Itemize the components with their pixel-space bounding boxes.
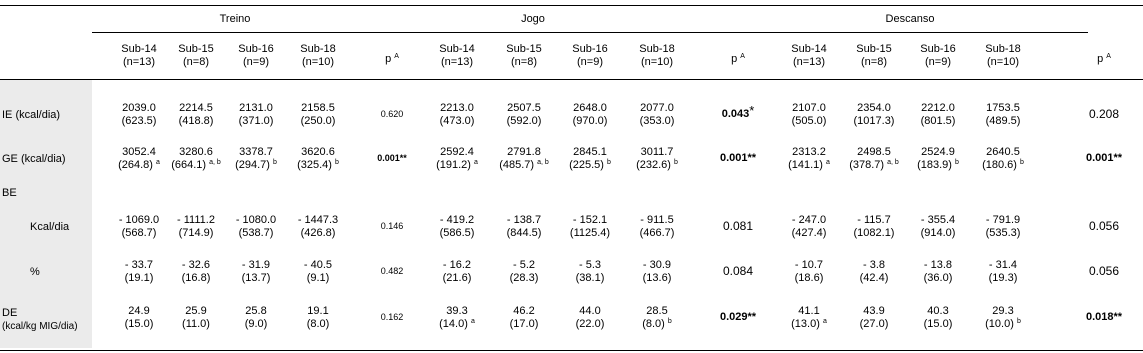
value-cell	[612, 146, 702, 172]
sub-header-name: Sub-16	[920, 43, 956, 55]
header-bottom-rule	[0, 79, 1143, 80]
mean-value: - 31.4	[988, 259, 1018, 271]
sub-header-name: Sub-14	[439, 43, 475, 55]
value-cell	[273, 259, 363, 285]
sd-value: (1017.3)	[853, 115, 895, 127]
mean-value: 40.3	[927, 305, 949, 317]
mean-value: 44.0	[579, 305, 601, 317]
sub-header-name: Sub-18	[639, 43, 675, 55]
mean-value: - 115.7	[857, 214, 891, 226]
group-letter-superscript: a, b	[209, 159, 221, 166]
p-value: 0.056	[1088, 264, 1120, 278]
group-letter-superscript: a	[826, 159, 830, 166]
p-value-cell	[703, 265, 773, 278]
mean-value: - 419.2	[439, 214, 475, 226]
sd-value: (21.6)	[442, 272, 472, 284]
row-label: Kcal/dia	[30, 221, 70, 233]
mean-value: - 138.7	[506, 214, 542, 226]
mean-value: - 16.2	[442, 259, 472, 271]
sd-value: (592.0)	[506, 115, 542, 127]
sd-value: (180.6)	[982, 159, 1017, 171]
group-letter-superscript: b	[955, 159, 959, 166]
value-cell	[958, 305, 1048, 331]
sd-value: (38.1)	[575, 272, 605, 284]
group-letter-superscript: b	[1016, 318, 1021, 325]
mean-value: 25.9	[185, 305, 207, 317]
group-header-descanso: Descanso	[885, 13, 935, 25]
row-label: %	[30, 266, 40, 278]
sd-value: (13.7)	[241, 272, 271, 284]
sd-value: (183.9)	[917, 159, 952, 171]
mean-value: 41.1	[798, 305, 820, 317]
sd-value: (13.0)	[791, 318, 820, 330]
value-cell	[958, 259, 1048, 285]
sub-header-count: (n=13)	[440, 56, 474, 68]
sd-value: (19.1)	[124, 272, 154, 284]
mean-value: 2131.0	[239, 102, 273, 114]
sd-value: (664.1)	[171, 159, 207, 171]
group-header-jogo: Jogo	[521, 13, 545, 25]
sd-value: (19.3)	[988, 272, 1018, 284]
mean-value: 46.2	[513, 305, 535, 317]
row-label: DE	[2, 307, 18, 319]
sub-header-sub-18	[278, 43, 358, 69]
mean-value: - 1080.0	[235, 214, 277, 226]
value-cell	[612, 305, 702, 331]
sd-value: (250.0)	[300, 115, 336, 127]
mean-value: - 31.9	[241, 259, 271, 271]
sd-value: (15.0)	[124, 318, 154, 330]
p-value: 0.056	[1088, 219, 1120, 233]
mean-value: 3620.6	[301, 146, 335, 158]
table-top-rule	[0, 5, 1143, 6]
mean-value: - 911.5	[640, 214, 674, 226]
sub-header-count: (n=9)	[243, 56, 269, 68]
mean-value: - 32.6	[181, 259, 211, 271]
p-label: p	[1097, 53, 1104, 65]
mean-value: 2214.5	[179, 102, 213, 114]
mean-value: - 13.8	[923, 259, 953, 271]
mean-value: 3052.4	[122, 146, 156, 158]
sd-value: (18.6)	[794, 272, 824, 284]
mean-value: 2648.0	[573, 102, 607, 114]
sub-header-name: Sub-15	[178, 43, 214, 55]
table-bottom-rule	[0, 350, 1143, 351]
sd-value: (418.8)	[178, 115, 214, 127]
mean-value: 24.9	[128, 305, 150, 317]
mean-value: 39.3	[446, 305, 468, 317]
sd-value: (17.0)	[509, 318, 539, 330]
mean-value: 19.1	[307, 305, 329, 317]
mean-value: 2498.5	[857, 146, 891, 158]
sd-value: (371.0)	[238, 115, 274, 127]
sd-value: (538.7)	[238, 227, 274, 239]
value-cell	[273, 214, 363, 240]
sd-value: (535.3)	[985, 227, 1021, 239]
p-value-cell	[1069, 265, 1139, 278]
mean-value: 2077.0	[640, 102, 674, 114]
mean-value: 28.5	[646, 305, 668, 317]
mean-value: - 152.1	[572, 214, 608, 226]
sub-header-count: (n=10)	[640, 56, 674, 68]
sub-header-count: (n=9)	[577, 56, 603, 68]
sd-value: (15.0)	[923, 318, 953, 330]
p-value-cell	[1069, 152, 1139, 165]
sub-header-count: (n=9)	[925, 56, 951, 68]
value-cell	[612, 102, 702, 128]
sd-value: (191.2)	[436, 159, 471, 171]
sd-value: (914.0)	[920, 227, 956, 239]
group-letter-superscript: b	[667, 318, 672, 325]
p-value-cell	[1069, 220, 1139, 233]
group-letter-superscript: b	[1020, 159, 1024, 166]
p-value: 0.482	[380, 266, 404, 276]
group-letter-superscript: b	[335, 159, 339, 166]
sub-header-count: (n=10)	[986, 56, 1020, 68]
sd-value: (586.5)	[439, 227, 475, 239]
p-value: 0.620	[380, 109, 404, 119]
p-value: 0.018**	[1085, 311, 1123, 323]
group-letter-superscript: a	[822, 318, 827, 325]
group-rule-1	[92, 32, 370, 33]
sd-value: (623.5)	[121, 115, 157, 127]
p-value: 0.084	[722, 264, 754, 278]
mean-value: 1753.5	[986, 102, 1020, 114]
row-sublabel: (kcal/kg MIG/dia)	[2, 321, 78, 332]
value-cell	[273, 102, 363, 128]
sub-header-count: (n=10)	[301, 56, 335, 68]
mean-value: 2354.0	[857, 102, 891, 114]
p-value: 0.001**	[719, 152, 757, 164]
group-letter-superscript: a, b	[537, 159, 549, 166]
sd-value: (8.0)	[306, 318, 330, 330]
p-value: 0.162	[380, 312, 404, 322]
sub-header-name: Sub-14	[121, 43, 157, 55]
sd-value: (232.6)	[636, 159, 671, 171]
row-label: BE	[2, 187, 17, 199]
mean-value: 29.3	[992, 305, 1014, 317]
sd-value: (13.6)	[642, 272, 672, 284]
mean-value: - 40.5	[303, 259, 333, 271]
sd-value: (714.9)	[178, 227, 214, 239]
mean-value: 2213.0	[440, 102, 474, 114]
mean-value: 3378.7	[239, 146, 273, 158]
p-value: 0.001**	[377, 153, 407, 163]
sub-header-count: (n=13)	[792, 56, 826, 68]
p-value-cell	[703, 103, 773, 121]
sub-header-count: (n=8)	[861, 56, 887, 68]
sd-value: (8.0)	[642, 318, 665, 330]
sd-value: (325.4)	[297, 159, 332, 171]
sd-value: (9.0)	[244, 318, 268, 330]
sd-value: (141.1)	[788, 159, 823, 171]
mean-value: 2107.0	[792, 102, 826, 114]
sub-header-name: Sub-16	[238, 43, 274, 55]
p-superscript: A	[1106, 53, 1111, 60]
group-letter-superscript: b	[273, 159, 277, 166]
sd-value: (489.5)	[985, 115, 1021, 127]
p-value-cell	[703, 220, 773, 233]
p-value-cell	[1069, 108, 1139, 121]
mean-value: 3280.6	[179, 146, 213, 158]
mean-value: - 3.8	[862, 259, 885, 271]
group-letter-superscript: b	[607, 159, 611, 166]
mean-value: 2212.0	[921, 102, 955, 114]
p-value-header	[708, 53, 768, 66]
p-label: p	[385, 53, 392, 65]
value-cell	[958, 214, 1048, 240]
sd-value: (9.1)	[306, 272, 330, 284]
sd-value: (294.7)	[235, 159, 270, 171]
row-label: IE (kcal/dia)	[2, 109, 61, 121]
sub-header-name: Sub-15	[506, 43, 542, 55]
sd-value: (801.5)	[920, 115, 956, 127]
group-letter-superscript: a	[470, 318, 475, 325]
sub-header-name: Sub-15	[856, 43, 892, 55]
group-rule-3	[712, 32, 1088, 33]
sd-value: (11.0)	[182, 318, 210, 330]
sd-value: (378.7)	[849, 159, 885, 171]
row-label: GE (kcal/dia)	[2, 153, 66, 165]
mean-value: 2640.5	[986, 146, 1020, 158]
group-letter-superscript: a	[474, 159, 478, 166]
sd-value: (427.4)	[791, 227, 827, 239]
p-value: 0.081	[722, 219, 754, 233]
group-rule-2	[370, 32, 712, 33]
sub-header-sub-18	[617, 43, 697, 69]
sub-header-name: Sub-18	[985, 43, 1021, 55]
p-value: 0.208	[1088, 107, 1120, 121]
mean-value: - 10.7	[794, 259, 824, 271]
p-value-cell	[703, 152, 773, 165]
value-cell	[958, 102, 1048, 128]
sd-value: (505.0)	[791, 115, 827, 127]
p-value: 0.043	[721, 108, 750, 120]
sd-value: (22.0)	[575, 318, 605, 330]
p-label: p	[731, 53, 738, 65]
sub-header-count: (n=8)	[511, 56, 537, 68]
mean-value: - 1447.3	[297, 214, 339, 226]
mean-value: - 1069.0	[118, 214, 160, 226]
sd-value: (485.7)	[499, 159, 535, 171]
sd-value: (264.8)	[118, 159, 153, 171]
sd-value: (353.0)	[639, 115, 675, 127]
mean-value: - 5.2	[512, 259, 535, 271]
mean-value: - 1111.2	[177, 214, 215, 226]
sd-value: (1125.4)	[569, 227, 611, 239]
mean-value: 2524.9	[921, 146, 955, 158]
sd-value: (466.7)	[639, 227, 675, 239]
p-superscript: A	[394, 53, 399, 60]
value-cell	[612, 214, 702, 240]
sub-header-count: (n=8)	[183, 56, 209, 68]
mean-value: 2507.5	[507, 102, 541, 114]
value-cell	[273, 146, 363, 172]
sd-value: (426.8)	[300, 227, 336, 239]
sd-value: (28.3)	[509, 272, 539, 284]
value-cell	[958, 146, 1048, 172]
p-value-header	[1074, 53, 1134, 66]
mean-value: 2039.0	[122, 102, 156, 114]
sub-header-name: Sub-14	[791, 43, 827, 55]
mean-value: - 33.7	[124, 259, 154, 271]
sd-value: (14.0)	[439, 318, 468, 330]
sd-value: (1082.1)	[853, 227, 895, 239]
mean-value: - 30.9	[642, 259, 672, 271]
group-letter-superscript: a, b	[887, 159, 899, 166]
mean-value: - 355.4	[920, 214, 956, 226]
sub-header-sub-18	[963, 43, 1043, 69]
sd-value: (568.7)	[121, 227, 157, 239]
value-cell	[612, 259, 702, 285]
mean-value: - 247.0	[791, 214, 827, 226]
p-value: 0.001**	[1085, 152, 1123, 164]
mean-value: 2592.4	[440, 146, 474, 158]
mean-value: 3011.7	[640, 146, 674, 158]
sub-header-count: (n=13)	[122, 56, 156, 68]
sd-value: (970.0)	[572, 115, 608, 127]
group-letter-superscript: a	[156, 159, 160, 166]
p-value: 0.146	[380, 221, 404, 231]
mean-value: 25.8	[245, 305, 267, 317]
mean-value: 2845.1	[573, 146, 607, 158]
sd-value: (27.0)	[859, 318, 889, 330]
sub-header-name: Sub-18	[300, 43, 336, 55]
sd-value: (16.8)	[181, 272, 211, 284]
mean-value: 2791.8	[507, 146, 541, 158]
sd-value: (10.0)	[985, 318, 1014, 330]
sd-value: (844.5)	[506, 227, 542, 239]
p-value-header	[362, 53, 422, 66]
group-letter-superscript: b	[674, 159, 678, 166]
p-value: 0.029**	[719, 311, 757, 323]
mean-value: - 791.9	[985, 214, 1021, 226]
p-superscript: A	[740, 53, 745, 60]
mean-value: 43.9	[863, 305, 885, 317]
p-value-cell	[1069, 311, 1139, 324]
group-header-treino: Treino	[219, 13, 251, 25]
mean-value: - 5.3	[578, 259, 601, 271]
sd-value: (225.5)	[569, 159, 604, 171]
value-cell	[273, 305, 363, 331]
p-value-cell	[703, 311, 773, 324]
sd-value: (473.0)	[439, 115, 475, 127]
sub-header-name: Sub-16	[572, 43, 608, 55]
mean-value: 2158.5	[301, 102, 335, 114]
sd-value: (42.4)	[859, 272, 889, 284]
mean-value: 2313.2	[792, 146, 826, 158]
significance-star: *	[749, 103, 755, 118]
sd-value: (36.0)	[923, 272, 953, 284]
